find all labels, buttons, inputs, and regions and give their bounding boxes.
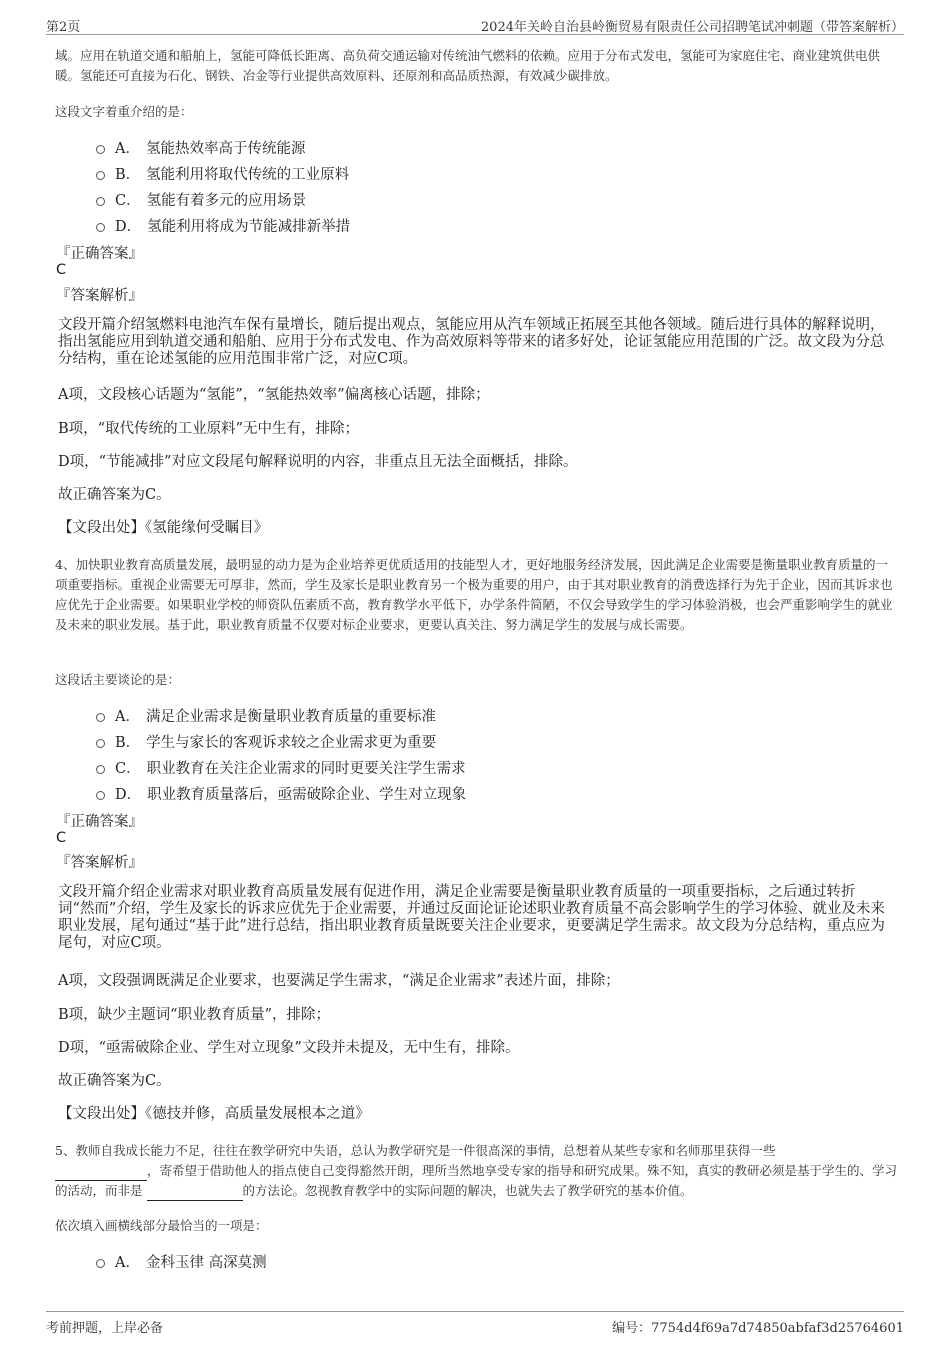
radio-icon[interactable] [96, 713, 105, 722]
q4-option-c[interactable]: C． 职业教育在关注企业需求的同时更要关注学生需求 [96, 757, 466, 778]
radio-icon[interactable] [96, 197, 105, 206]
footer-slogan: 考前押题，上岸必备 [46, 1321, 164, 1336]
q4-option-b[interactable]: B． 学生与家长的客观诉求较之企业需求更为重要 [96, 731, 436, 752]
q5-passage: 5、教师自我成长能力不足，往往在教学研究中失语，总认为教学研究是一件很高深的事情，总想着从某些专家和名师那里获得一些 ，寄希望于借助他人的指点使自己变得豁然开朗，理所当然地享受专家的指导和研究成果。殊不知，真实的教研必须是基于学生的、学习的活动，而非是 的方法论。忽视教育教学中的实际问题的解决，也就失去了教学研究的基本价值。 [55, 1141, 897, 1201]
page-footer [46, 1311, 904, 1336]
q3-source: 【文段出处】《氢能缘何受瞩目》 [58, 520, 269, 536]
q3-option-c[interactable]: C． 氢能有着多元的应用场景 [96, 189, 306, 210]
radio-icon[interactable] [96, 739, 105, 748]
q3-note-a: A项，文段核心话题为“氢能”，“氢能热效率”偏离核心话题，排除； [58, 387, 490, 403]
q4-prompt: 这段话主要谈论的是： [55, 672, 181, 687]
page-number: 第2页 [46, 20, 81, 35]
document-id: 编号：7754d4f69a7d74850abfaf3d25764601 [612, 1321, 904, 1336]
q4-answer-label: 『正确答案』 [56, 814, 143, 830]
q4-note-b: B项，缺少主题词“职业教育质量”，排除； [58, 1007, 330, 1023]
radio-icon[interactable] [96, 791, 105, 800]
radio-icon[interactable] [96, 171, 105, 180]
q4-source: 【文段出处】《德技并修，高质量发展根本之道》 [58, 1106, 370, 1122]
q4-conclusion: 故正确答案为C。 [58, 1073, 171, 1089]
page-header [46, 14, 904, 35]
q3-analysis: 文段开篇介绍氢燃料电池汽车保有量增长，随后提出观点，氢能应用从汽车领域正拓展至其他各领域。随后进行具体的解释说明，指出氢能应用到轨道交通和船舶、应用于分布式发电、作为高效原料等带来的诸多好处，论证氢能应用范围的广泛。故文段为分总分结构，重在论述氢能的应用范围非常广泛，对应C项。 [58, 317, 885, 367]
radio-icon[interactable] [96, 145, 105, 154]
q3-option-d[interactable]: D． 氢能利用将成为节能减排新举措 [96, 215, 350, 236]
q3-prompt: 这段文字着重介绍的是： [55, 104, 193, 119]
q4-option-d[interactable]: D． 职业教育质量落后，亟需破除企业、学生对立现象 [96, 783, 466, 804]
document-title: 2024年关岭自治县岭衡贸易有限责任公司招聘笔试冲刺题（带答案解析） [480, 20, 904, 35]
q3-answer-label: 『正确答案』 [56, 246, 143, 262]
q3-analysis-label: 『答案解析』 [56, 288, 143, 304]
radio-icon[interactable] [96, 765, 105, 774]
fill-blank-2[interactable] [147, 1186, 243, 1201]
q4-option-a[interactable]: A． 满足企业需求是衡量职业教育质量的重要标准 [96, 705, 436, 726]
q3-conclusion: 故正确答案为C。 [58, 487, 171, 503]
q5-prompt: 依次填入画横线部分最恰当的一项是： [55, 1218, 268, 1233]
q3-option-b[interactable]: B． 氢能利用将取代传统的工业原料 [96, 163, 349, 184]
q4-note-a: A项，文段强调既满足企业要求，也要满足学生需求，“满足企业需求”表述片面，排除； [58, 973, 620, 989]
fill-blank-1[interactable] [55, 1166, 147, 1181]
q4-analysis: 文段开篇介绍企业需求对职业教育高质量发展有促进作用，满足企业需要是衡量职业教育质量的一项重要指标，之后通过转折词“然而”介绍，学生及家长的诉求应优先于企业需要，并通过反面论证论述职业教育质量不高会影响学生的学习体验、就业及未来职业发展，尾句通过“基于此”进行总结，指出职业教育质量既要关注企业要求，更要满足学生需求。故文段为分总结构，重点应为尾句，对应C项。 [58, 884, 885, 951]
q3-option-a[interactable]: A． 氢能热效率高于传统能源 [96, 137, 305, 158]
radio-icon[interactable] [96, 223, 105, 232]
q5-option-a[interactable]: A． 金科玉律 高深莫测 [96, 1251, 267, 1272]
radio-icon[interactable] [96, 1259, 105, 1268]
q3-note-b: B项，“取代传统的工业原料”无中生有，排除； [58, 421, 359, 437]
q4-note-d: D项，“亟需破除企业、学生对立现象”文段并未提及，无中生有，排除。 [58, 1040, 520, 1056]
q3-note-d: D项，“节能减排”对应文段尾句解释说明的内容，非重点且无法全面概括，排除。 [58, 454, 578, 470]
q3-answer: C [56, 262, 67, 278]
q4-answer: C [56, 830, 67, 846]
q3-passage: 域。应用在轨道交通和船舶上，氢能可降低长距离、高负荷交通运输对传统油气燃料的依赖。应用于分布式发电，氢能可为家庭住宅、商业建筑供电供暖。氢能还可直接为石化、钢铁、冶金等行业提供高效原料、还原剂和高品质热源，有效减少碳排放。 [55, 48, 881, 83]
q4-passage: 4、加快职业教育高质量发展，最明显的动力是为企业培养更优质适用的技能型人才，更好地服务经济发展，因此满足企业需要是衡量职业教育质量的一项重要指标。重视企业需要无可厚非，然而，学生及家长是职业教育另一个极为重要的用户，由于其对职业教育的消费选择行为先于企业，因而其诉求也应优先于企业需要。如果职业学校的师资队伍素质不高，教育教学水平低下，办学条件简陋，不仅会导致学生的学习体验消极，也会严重影响学生的就业及未来的职业发展。基于此，职业教育质量不仅要对标企业要求，更要认真关注、努力满足学生的发展与成长需要。 [55, 557, 893, 632]
q4-analysis-label: 『答案解析』 [56, 855, 143, 871]
